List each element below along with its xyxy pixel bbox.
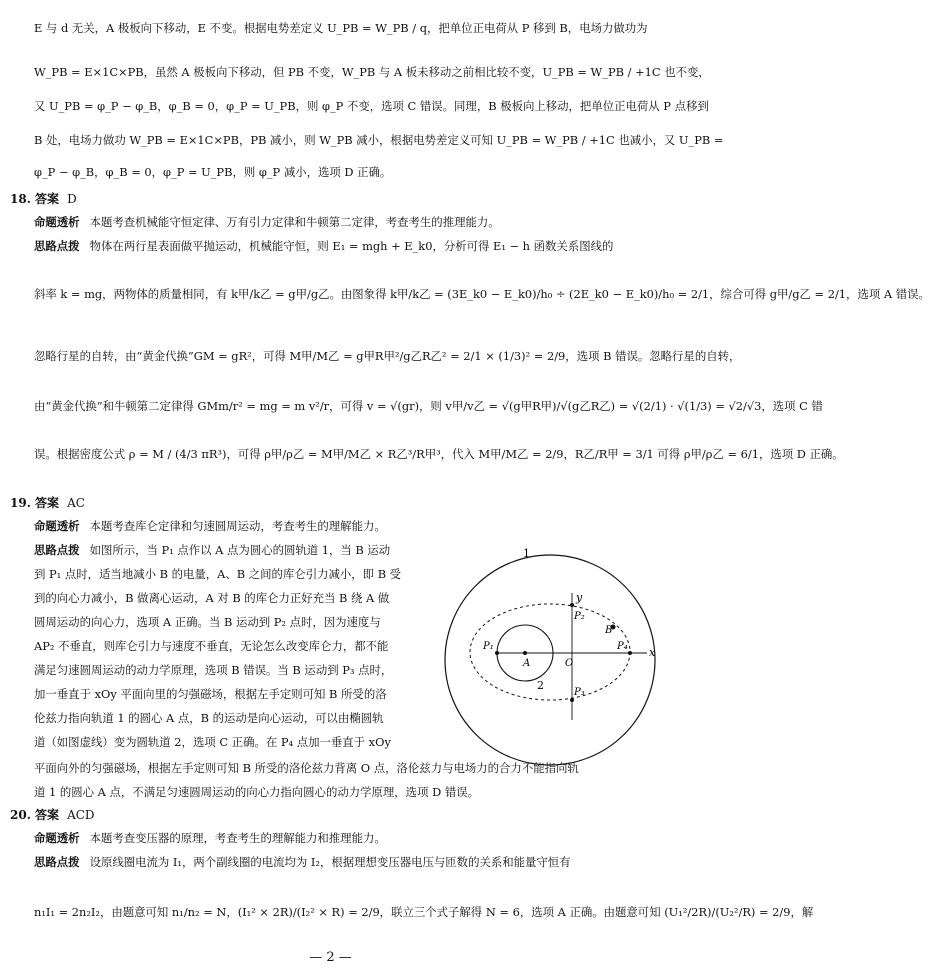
q19-line-2: 到 P₁ 点时，适当地减小 B 的电量，A、B 之间的库仑引力减小，即 B 受: [34, 567, 402, 581]
q20-idea-line-1: [34, 854, 654, 871]
q20-intent-label: 命题透析: [34, 831, 80, 845]
q20-answer-value: ACD: [67, 808, 95, 822]
q19-line-3: 到的向心力减小，B 做离心运动，A 对 B 的库仑力正好充当 B 绕 A 做: [34, 591, 390, 605]
q18-line-3: 忽略行星的自转，由“黄金代换”GM = gR²，可得 M甲/M乙 = g甲R甲²/g乙R乙² = 2/1 × (1/3)² = 2/9，选项 B 错误。忽略行星的自转，: [34, 349, 741, 363]
q19-answer: [10, 494, 85, 512]
q18-line-4: 由“黄金代换”和牛顿第二定律得 GMm/r² = mg = m v²/r，可得 v = √(gr)，则 v甲/v乙 = √(g甲R甲)/√(g乙R乙) = √(2/1) · √(1/3) = √2/√3，选项 C 错: [34, 399, 823, 413]
q19-line-5: AP₂ 不垂直，则库仑引力与速度不垂直，无论怎么改变库仑力，都不能: [34, 639, 389, 653]
q17-line-3: 又 U_PB = φ_P − φ_B，φ_B = 0，φ_P = U_PB，则 φ_P 不变，选项 C 错误。同理，B 极板向上移动，把单位正电荷从 P 点移到: [34, 99, 709, 113]
q20-answer: [10, 806, 95, 824]
q18-intent: [34, 214, 654, 231]
q19-idea-label: 思路点拨: [34, 543, 80, 557]
q19-intent-label: 命题透析: [34, 519, 80, 533]
q19-line-9: 道（如图虚线）变为圆轨道 2，选项 C 正确。在 P₄ 点加一垂直于 xOy: [34, 735, 391, 749]
label-o: O: [565, 658, 574, 669]
q19-intent-text: 本题考查库仑定律和匀速圆周运动，考查考生的理解能力。: [89, 519, 386, 533]
q19-intent: [34, 518, 654, 535]
q19-line-6: 满足匀速圆周运动的动力学原理，选项 B 错误。当 B 运动到 P₃ 点时，: [34, 663, 393, 677]
q17-line-4: B 处，电场力做功 W_PB = E×1C×PB，PB 减小，则 W_PB 减小，根据电势差定义可知 U_PB = W_PB / +1C 也减小，又 U_PB =: [34, 133, 724, 147]
label-x: x: [649, 646, 656, 659]
q17-line-5: φ_P − φ_B，φ_B = 0，φ_P = U_PB，则 φ_P 减小，选项 D 正确。: [34, 165, 392, 179]
q18-line-5: 误。根据密度公式 ρ = M / (4/3 πR³)，可得 ρ甲/ρ乙 = M甲/M乙 × R乙³/R甲³，代入 M甲/M乙 = 2/9，R乙/R甲 = 3/1 可得 ρ甲/ρ乙 = 6/1，选项 D 正确。: [34, 447, 844, 461]
point-p1: [495, 651, 499, 655]
q19-line-1-text: 如图所示，当 P₁ 点作以 A 点为圆心的圆轨道 1，当 B 运动: [89, 543, 391, 557]
q18-idea-line-1: [34, 238, 654, 255]
orbit-diagram: [425, 535, 660, 775]
q20-number: 20. 答案: [10, 808, 60, 822]
page-number: — 2 —: [309, 950, 352, 965]
q19-line-11: 道 1 的圆心 A 点，不满足匀速圆周运动的向心力指向圆心的动力学原理，选项 D 错误。: [34, 785, 480, 799]
q18-line-1-text: 物体在两行星表面做平抛运动，机械能守恒，则 E₁ = mgh + E_k0，分析可得 E₁ − h 函数关系图线的: [89, 239, 614, 253]
q19-idea-line-1: [34, 542, 422, 559]
label-a: A: [523, 658, 531, 669]
q20-idea-label: 思路点拨: [34, 855, 80, 869]
q18-line-2: 斜率 k = mg，两物体的质量相同，有 k甲/k乙 = g甲/g乙。由图象得 k甲/k乙 = (3E_k0 − E_k0)/h₀ ÷ (2E_k0 − E_k0)/h₀ = 2/1，综合可得 g甲/g乙 = 2/1，选项 A 错误。: [34, 287, 930, 301]
orbit-1-circle: [445, 555, 655, 765]
q19-line-10: 平面向外的匀强磁场，根据左手定则可知 B 所受的洛伦兹力背离 O 点，洛伦兹力与电场力的合力不能指向轨: [34, 761, 579, 775]
q18-intent-label: 命题透析: [34, 215, 80, 229]
q20-line-1-text: 设原线圈电流为 I₁，两个副线圈的电流均为 I₂，根据理想变压器电压与匝数的关系和能量守恒有: [89, 855, 571, 869]
q19-answer-value: AC: [67, 496, 85, 510]
label-p2: P₂: [574, 611, 585, 622]
point-p3: [570, 698, 574, 702]
label-orbit-2: 2: [537, 679, 544, 692]
q20-intent-text: 本题考查变压器的原理，考查考生的理解能力和推理能力。: [89, 831, 386, 845]
q20-intent: [34, 830, 654, 847]
q18-answer-value: D: [67, 192, 77, 206]
q19-number: 19. 答案: [10, 496, 60, 510]
point-p2: [570, 603, 574, 607]
label-p3: P₃: [574, 687, 585, 698]
point-p4: [628, 651, 632, 655]
label-y: y: [576, 591, 583, 604]
q18-idea-label: 思路点拨: [34, 239, 80, 253]
q20-line-2: n₁I₁ = 2n₂I₂，由题意可知 n₁/n₂ = N，(I₁² × 2R)/(I₂² × R) = 2/9，联立三个式子解得 N = 6，选项 A 正确。由题意可知 (U₁²/2R)/(U₂²/R) = 2/9，解: [34, 905, 814, 919]
q18-intent-text: 本题考查机械能守恒定律、万有引力定律和牛顿第二定律，考查考生的推理能力。: [89, 215, 500, 229]
q17-line-1: E 与 d 无关，A 极板向下移动，E 不变。根据电势差定义 U_PB = W_PB / q，把单位正电荷从 P 移到 B，电场力做功为: [34, 21, 648, 35]
label-p1: P₁: [483, 641, 494, 652]
q18-number: 18. 答案: [10, 192, 60, 206]
q17-line-2: W_PB = E×1C×PB，虽然 A 极板向下移动，但 PB 不变，W_PB 与 A 板未移动之前相比较不变，U_PB = W_PB / +1C 也不变，: [34, 65, 710, 79]
q18-answer: [10, 190, 77, 208]
q19-line-4: 圆周运动的向心力，选项 A 正确。当 B 运动到 P₂ 点时，因为速度与: [34, 615, 381, 629]
label-p4: P₄: [617, 641, 628, 652]
q19-line-8: 伦兹力指向轨道 1 的圆心 A 点，B 的运动是向心运动，可以由椭圆轨: [34, 711, 384, 725]
elliptical-orbit: [470, 604, 630, 700]
q19-line-7: 加一垂直于 xOy 平面向里的匀强磁场，根据左手定则可知 B 所受的洛: [34, 687, 387, 701]
point-a: [523, 651, 527, 655]
label-orbit-1: 1: [523, 547, 530, 560]
label-b: B: [605, 625, 613, 636]
